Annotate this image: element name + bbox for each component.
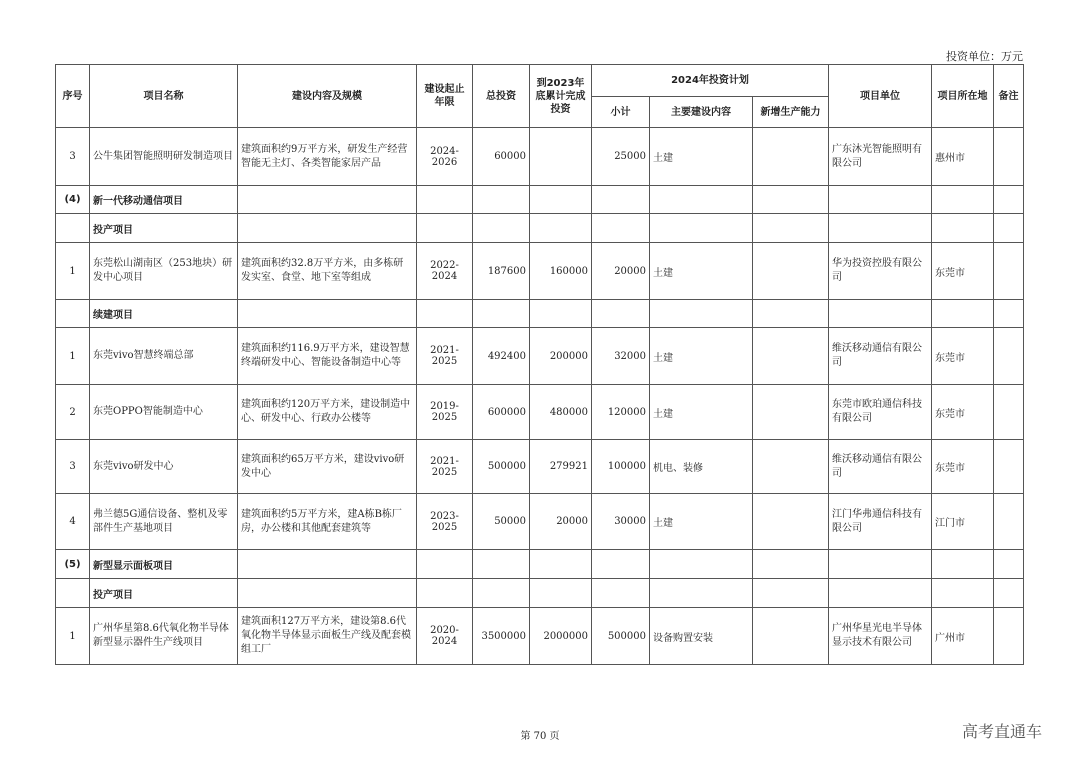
table-row (56, 608, 1024, 665)
cell-name: 东莞OPPO智能制造中心 (90, 385, 238, 440)
table-row (56, 214, 1024, 243)
table-row (56, 300, 1024, 328)
cell-location: 东莞市 (932, 385, 994, 440)
cell-total: 60000 (473, 128, 530, 186)
table-row (56, 579, 1024, 608)
cell-cum: 2000000 (530, 608, 592, 665)
cell-location: 东莞市 (932, 328, 994, 385)
cell-name: 续建项目 (90, 300, 238, 328)
cell-cum: 279921 (530, 440, 592, 494)
cell-note (994, 328, 1024, 385)
cell-total: 187600 (473, 243, 530, 300)
table-row (56, 128, 1024, 186)
cell-subtotal: 120000 (592, 385, 650, 440)
col-header-content: 建设内容及规模 (238, 65, 417, 128)
col-header-note: 备注 (994, 65, 1024, 128)
cell-period: 2021-2025 (417, 440, 473, 494)
col-header-period: 建设起止年限 (417, 65, 473, 128)
cell-cum: 200000 (530, 328, 592, 385)
cell-period: 2019-2025 (417, 385, 473, 440)
cell-no: 1 (56, 243, 90, 300)
cell-no: (4) (56, 186, 90, 214)
cell-no: 4 (56, 494, 90, 550)
cell-content: 建筑面积约9万平方米，研发生产经营智能无主灯、各类智能家居产品 (238, 128, 417, 186)
col-header-cum: 到2023年底累计完成投资 (530, 65, 592, 128)
cell-subtotal: 500000 (592, 608, 650, 665)
cell-unit: 广州华星光电半导体显示技术有限公司 (829, 608, 932, 665)
cell-name: 东莞松山湖南区（253地块）研发中心项目 (90, 243, 238, 300)
col-header-plan: 2024年投资计划 (592, 65, 829, 97)
cell-period: 2022-2024 (417, 243, 473, 300)
cell-subtotal: 100000 (592, 440, 650, 494)
col-header-main: 主要建设内容 (650, 97, 753, 128)
cell-unit: 广东沐光智能照明有限公司 (829, 128, 932, 186)
cell-name: 东莞vivo智慧终端总部 (90, 328, 238, 385)
table-row (56, 243, 1024, 300)
cell-content: 建筑面积约5万平方米，建A栋B栋厂房，办公楼和其他配套建筑等 (238, 494, 417, 550)
cell-cum: 20000 (530, 494, 592, 550)
cell-total: 3500000 (473, 608, 530, 665)
col-header-capacity: 新增生产能力 (753, 97, 829, 128)
cell-no: 1 (56, 608, 90, 665)
cell-subtotal: 25000 (592, 128, 650, 186)
table-row (56, 440, 1024, 494)
col-header-subtotal: 小计 (592, 97, 650, 128)
cell-subtotal: 20000 (592, 243, 650, 300)
cell-content: 建筑面积127万平方米，建设第8.6代氧化物半导体显示面板生产线及配套模组工厂 (238, 608, 417, 665)
cell-no: 3 (56, 128, 90, 186)
cell-content: 建筑面积约65万平方米，建设vivo研发中心 (238, 440, 417, 494)
cell-note (994, 243, 1024, 300)
cell-total: 50000 (473, 494, 530, 550)
cell-content: 建筑面积约116.9万平方米，建设智慧终端研发中心、智能设备制造中心等 (238, 328, 417, 385)
page-number: 第 70 页 (520, 731, 560, 742)
cell-name: 投产项目 (90, 214, 238, 243)
cell-location: 东莞市 (932, 243, 994, 300)
cell-no: 2 (56, 385, 90, 440)
col-header-location: 项目所在地 (932, 65, 994, 128)
cell-capacity (753, 243, 829, 300)
cell-location: 江门市 (932, 494, 994, 550)
cell-cum: 160000 (530, 243, 592, 300)
cell-note (994, 494, 1024, 550)
cell-note (994, 440, 1024, 494)
cell-note (994, 608, 1024, 665)
table-row (56, 328, 1024, 385)
cell-name: 新一代移动通信项目 (90, 186, 238, 214)
cell-name: 广州华星第8.6代氧化物半导体新型显示器件生产线项目 (90, 608, 238, 665)
cell-main: 土建 (650, 328, 753, 385)
cell-total: 600000 (473, 385, 530, 440)
cell-total: 492400 (473, 328, 530, 385)
cell-unit: 维沃移动通信有限公司 (829, 328, 932, 385)
cell-name: 弗兰德5G通信设备、整机及零部件生产基地项目 (90, 494, 238, 550)
cell-no: (5) (56, 550, 90, 579)
investment-table (55, 64, 1024, 665)
col-header-unit: 项目单位 (829, 65, 932, 128)
table-row (56, 385, 1024, 440)
cell-period: 2020-2024 (417, 608, 473, 665)
cell-subtotal: 30000 (592, 494, 650, 550)
cell-main: 土建 (650, 243, 753, 300)
cell-unit: 维沃移动通信有限公司 (829, 440, 932, 494)
cell-name: 新型显示面板项目 (90, 550, 238, 579)
cell-cum: 480000 (530, 385, 592, 440)
cell-unit: 华为投资控股有限公司 (829, 243, 932, 300)
table-row (56, 186, 1024, 214)
cell-main: 土建 (650, 128, 753, 186)
cell-no: 1 (56, 328, 90, 385)
cell-period: 2021-2025 (417, 328, 473, 385)
cell-cum (530, 128, 592, 186)
cell-period: 2024-2026 (417, 128, 473, 186)
cell-capacity (753, 608, 829, 665)
col-header-name: 项目名称 (90, 65, 238, 128)
cell-total: 500000 (473, 440, 530, 494)
cell-no: 3 (56, 440, 90, 494)
col-header-no: 序号 (56, 65, 90, 128)
cell-note (994, 385, 1024, 440)
cell-subtotal: 32000 (592, 328, 650, 385)
cell-content: 建筑面积约32.8万平方米，由多栋研发实室、食堂、地下室等组成 (238, 243, 417, 300)
cell-main: 土建 (650, 385, 753, 440)
cell-location: 广州市 (932, 608, 994, 665)
cell-capacity (753, 385, 829, 440)
cell-content: 建筑面积约120万平方米，建设制造中心、研发中心、行政办公楼等 (238, 385, 417, 440)
cell-capacity (753, 440, 829, 494)
table-row (56, 550, 1024, 579)
cell-note (994, 128, 1024, 186)
cell-location: 惠州市 (932, 128, 994, 186)
cell-unit: 江门华弗通信科技有限公司 (829, 494, 932, 550)
table-row (56, 494, 1024, 550)
cell-main: 设备购置安装 (650, 608, 753, 665)
cell-capacity (753, 328, 829, 385)
cell-capacity (753, 494, 829, 550)
cell-main: 机电、装修 (650, 440, 753, 494)
cell-capacity (753, 128, 829, 186)
cell-main: 土建 (650, 494, 753, 550)
watermark-text: 高考直通车 (962, 722, 1043, 741)
cell-period: 2023-2025 (417, 494, 473, 550)
cell-name: 东莞vivo研发中心 (90, 440, 238, 494)
cell-name: 公牛集团智能照明研发制造项目 (90, 128, 238, 186)
cell-unit: 东莞市欧珀通信科技有限公司 (829, 385, 932, 440)
col-header-total: 总投资 (473, 65, 530, 128)
cell-location: 东莞市 (932, 440, 994, 494)
cell-name: 投产项目 (90, 579, 238, 608)
unit-label: 投资单位：万元 (946, 50, 1023, 63)
